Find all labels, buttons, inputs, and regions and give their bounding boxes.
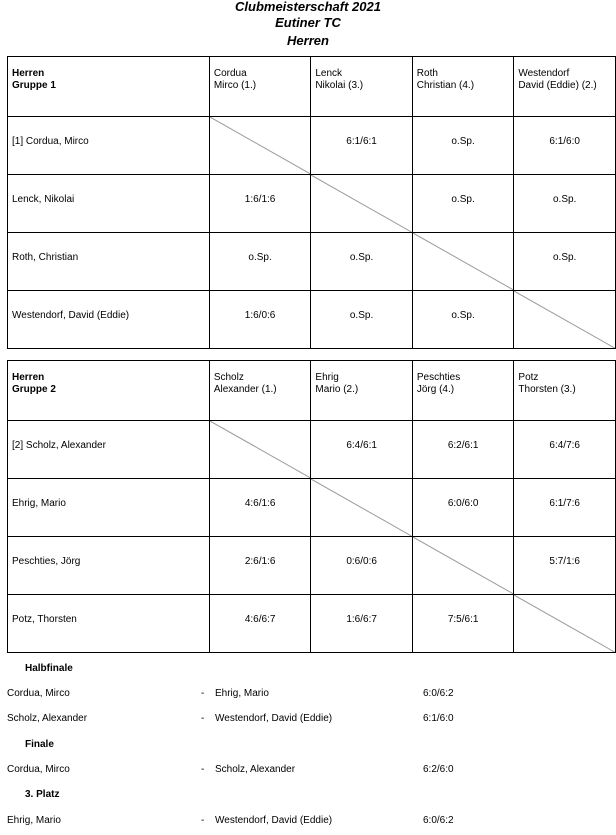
result-cell: 6:1/7:6: [514, 479, 616, 537]
result-cell: 1:6/6:7: [311, 595, 412, 653]
match-result: 6:0/6:2: [423, 688, 454, 699]
player-name: Lenck, Nikolai: [8, 175, 210, 233]
result-cell: 6:4/6:1: [311, 421, 412, 479]
result-cell: 6:4/7:6: [514, 421, 616, 479]
result-cell: 1:6/1:6: [209, 175, 310, 233]
group-2-label-line1: Herren: [12, 372, 45, 383]
col-header-line1: Westendorf: [518, 68, 570, 79]
player-name: Roth, Christian: [8, 233, 210, 291]
result-cell: 5:7/1:6: [514, 537, 616, 595]
diagonal-cell: [412, 537, 514, 595]
match-player-b: Ehrig, Mario: [215, 688, 269, 699]
tournament-title: Clubmeisterschaft 2021: [235, 0, 381, 14]
col-header-line1: Roth: [416, 68, 438, 79]
third-place-heading: 3. Platz: [25, 789, 60, 800]
match-player-a: Ehrig, Mario: [7, 815, 61, 826]
col-header-line1: Lenck: [315, 68, 343, 79]
diagonal-line: [514, 291, 615, 348]
group-2-col-header: [514, 361, 616, 421]
match-dash: -: [201, 688, 205, 699]
result-cell: o.Sp.: [412, 117, 514, 175]
diagonal-line: [311, 175, 411, 232]
col-header-line2: Nikolai (3.): [315, 80, 364, 91]
player-name: Ehrig, Mario: [8, 479, 210, 537]
group-2-label: [8, 361, 210, 421]
player-name: [1] Cordua, Mirco: [8, 117, 210, 175]
group-1-label-line2: Gruppe 1: [12, 80, 56, 91]
group-1-col-header: [412, 57, 514, 117]
col-header-line2: Alexander (1.): [213, 384, 277, 395]
diagonal-cell: [311, 175, 412, 233]
group-2-table: [7, 360, 616, 653]
col-header-line1: Ehrig: [315, 372, 339, 383]
group-1-label-line1: Herren: [12, 68, 45, 79]
diagonal-cell: [209, 117, 310, 175]
table-row: [8, 233, 616, 291]
result-cell: 7:5/6:1: [412, 595, 514, 653]
result-cell: 6:0/6:0: [412, 479, 514, 537]
group-2-header-row: [8, 361, 616, 421]
match-player-b: Scholz, Alexander: [215, 764, 296, 775]
match-dash: -: [201, 764, 205, 775]
result-cell: 6:1/6:1: [311, 117, 412, 175]
table-row: [8, 595, 616, 653]
col-header-line1: Scholz: [213, 372, 244, 383]
result-cell: 6:1/6:0: [514, 117, 616, 175]
diagonal-line: [514, 595, 615, 652]
semifinal-heading: Halbfinale: [25, 663, 73, 674]
table-row: [8, 421, 616, 479]
diagonal-line: [311, 479, 411, 536]
group-1-label: [8, 57, 210, 117]
table-row: [8, 175, 616, 233]
col-header-line2: Christian (4.): [416, 80, 475, 91]
player-name: Peschties, Jörg: [8, 537, 210, 595]
result-cell: o.Sp.: [514, 175, 616, 233]
group-2-col-header: [311, 361, 412, 421]
group-1-col-header: [514, 57, 616, 117]
table-row: [8, 117, 616, 175]
diagonal-line: [210, 421, 311, 478]
match-result: 6:0/6:2: [423, 815, 454, 826]
group-2-col-header: [209, 361, 311, 421]
match-dash: -: [201, 815, 205, 826]
player-name: [2] Scholz, Alexander: [8, 421, 210, 479]
document-header: [0, 0, 616, 50]
col-header-line2: David (Eddie) (2.): [518, 80, 597, 91]
col-header-line1: Potz: [518, 372, 539, 383]
result-cell: 2:6/1:6: [209, 537, 311, 595]
table-row: [8, 479, 616, 537]
group-1-header-row: [8, 57, 616, 117]
table-row: [8, 291, 616, 349]
club-name: Eutiner TC: [275, 15, 341, 30]
diagonal-cell: [514, 291, 616, 349]
diagonal-cell: [412, 233, 514, 291]
match-result: 6:1/6:0: [423, 713, 454, 724]
group-2-label-line2: Gruppe 2: [12, 384, 56, 395]
final-heading: Finale: [25, 739, 54, 750]
result-cell: o.Sp.: [209, 233, 310, 291]
match-player-b: Westendorf, David (Eddie): [215, 815, 333, 826]
col-header-line2: Mirco (1.): [213, 80, 257, 91]
col-header-line2: Thorsten (3.): [518, 384, 576, 395]
group-1-col-header: [209, 57, 310, 117]
diagonal-line: [210, 117, 310, 174]
diagonal-line: [413, 233, 514, 290]
player-name: Westendorf, David (Eddie): [8, 291, 210, 349]
result-cell: 1:6/0:6: [209, 291, 310, 349]
col-header-line1: Cordua: [213, 68, 247, 79]
group-2-col-header: [412, 361, 514, 421]
player-name: Potz, Thorsten: [8, 595, 210, 653]
diagonal-line: [413, 537, 514, 594]
match-player-b: Westendorf, David (Eddie): [215, 713, 333, 724]
result-cell: o.Sp.: [412, 175, 514, 233]
diagonal-cell: [209, 421, 311, 479]
result-cell: o.Sp.: [311, 291, 412, 349]
result-cell: 0:6/0:6: [311, 537, 412, 595]
match-player-a: Cordua, Mirco: [7, 688, 70, 699]
match-player-a: Scholz, Alexander: [7, 713, 88, 724]
match-result: 6:2/6:0: [423, 764, 454, 775]
group-1-table: [7, 56, 616, 349]
match-player-a: Cordua, Mirco: [7, 764, 70, 775]
result-cell: 6:2/6:1: [412, 421, 514, 479]
match-dash: -: [201, 713, 205, 724]
col-header-line2: Mario (2.): [315, 384, 359, 395]
col-header-line1: Peschties: [416, 372, 461, 383]
result-cell: 4:6/1:6: [209, 479, 311, 537]
diagonal-cell: [514, 595, 616, 653]
category-name: Herren: [287, 33, 329, 48]
table-row: [8, 537, 616, 595]
diagonal-cell: [311, 479, 412, 537]
result-cell: o.Sp.: [514, 233, 616, 291]
group-1-col-header: [311, 57, 412, 117]
col-header-line2: Jörg (4.): [416, 384, 455, 395]
result-cell: o.Sp.: [412, 291, 514, 349]
result-cell: o.Sp.: [311, 233, 412, 291]
result-cell: 4:6/6:7: [209, 595, 311, 653]
